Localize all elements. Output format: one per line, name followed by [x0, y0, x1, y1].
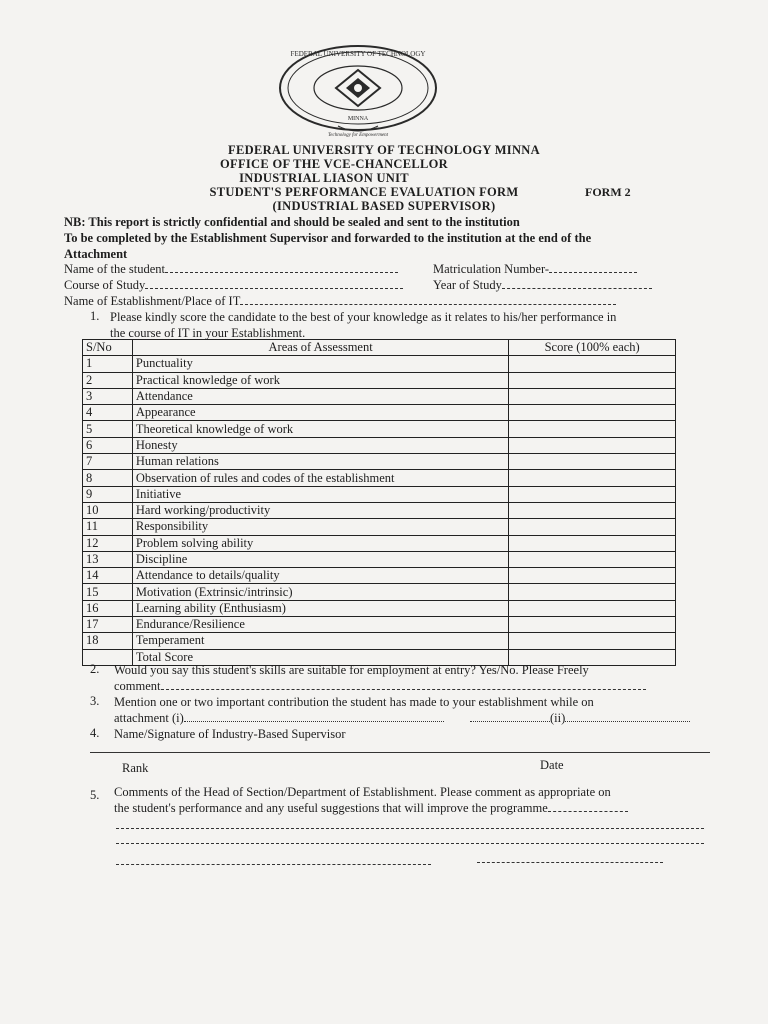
- row-sno: 12: [83, 535, 133, 551]
- q3-contribution-2-field[interactable]: [470, 710, 690, 726]
- seal-motto: Technology for Empowerment: [327, 133, 389, 138]
- table-row: [83, 470, 676, 486]
- seal-city: MINNA: [347, 116, 369, 122]
- table-row: [83, 372, 676, 388]
- unit-name: INDUSTRIAL LIASON UNIT: [239, 171, 409, 185]
- form-number: FORM 2: [585, 185, 631, 199]
- table-row: [83, 568, 676, 584]
- comment-line-2[interactable]: [116, 843, 704, 844]
- table-row: [83, 519, 676, 535]
- score-cell[interactable]: [509, 519, 676, 535]
- row-area: Punctuality: [132, 356, 508, 372]
- row-sno: 5: [83, 421, 133, 437]
- row-area: Appearance: [132, 405, 508, 421]
- row-sno: 7: [83, 454, 133, 470]
- score-cell[interactable]: [509, 551, 676, 567]
- row-sno: 13: [83, 551, 133, 567]
- table-row: [83, 405, 676, 421]
- instruction-note: To be completed by the Establishment Supervisor and forwarded to the institution at the end of the: [64, 231, 592, 245]
- table-header-row: [83, 340, 676, 356]
- sno-header: S/No: [83, 340, 133, 356]
- matric-number-label: Matriculation Number-: [433, 262, 550, 276]
- row-sno: 2: [83, 372, 133, 388]
- row-sno: 11: [83, 519, 133, 535]
- q2-comment-field[interactable]: [114, 678, 646, 694]
- row-sno: 15: [83, 584, 133, 600]
- table-row: [83, 454, 676, 470]
- row-area: Discipline: [132, 551, 508, 567]
- row-sno: 9: [83, 486, 133, 502]
- score-cell[interactable]: [509, 584, 676, 600]
- row-area: Endurance/Resilience: [132, 617, 508, 633]
- row-sno: 3: [83, 388, 133, 404]
- score-cell[interactable]: [509, 502, 676, 518]
- assessment-table: [82, 339, 676, 666]
- score-cell[interactable]: [509, 600, 676, 616]
- score-cell[interactable]: [509, 388, 676, 404]
- row-area: Observation of rules and codes of the establishment: [132, 470, 508, 486]
- form-subtitle: (INDUSTRIAL BASED SUPERVISOR): [272, 199, 496, 213]
- table-row: [83, 356, 676, 372]
- q2-text: Would you say this student's skills are suitable for employment at entry? Yes/No. Please Freely: [114, 663, 589, 677]
- table-row: [83, 437, 676, 453]
- row-area: Theoretical knowledge of work: [132, 421, 508, 437]
- q1-text: Please kindly score the candidate to the best of your knowledge as it relates to his/her performance in: [110, 310, 617, 324]
- row-sno: 8: [83, 470, 133, 486]
- comment-line-3b[interactable]: [477, 862, 663, 863]
- table-row: [83, 551, 676, 567]
- comment-line-3a[interactable]: [116, 864, 431, 865]
- score-cell[interactable]: [509, 633, 676, 649]
- row-area: Problem solving ability: [132, 535, 508, 551]
- q5-text-cont-label: the student's performance and any useful suggestions that will improve the programme: [114, 801, 548, 815]
- area-header: Areas of Assessment: [132, 340, 508, 356]
- score-cell[interactable]: [509, 421, 676, 437]
- matric-number-field[interactable]: [433, 262, 637, 277]
- row-area: Learning ability (Enthusiasm): [132, 600, 508, 616]
- q5-number: 5.: [90, 788, 100, 802]
- table-row: [83, 502, 676, 518]
- year-of-study-label: Year of Study: [433, 278, 502, 292]
- row-area: Responsibility: [132, 519, 508, 535]
- q2-comment-label: comment: [114, 679, 161, 693]
- row-sno: 4: [83, 405, 133, 421]
- q1-number: 1.: [90, 309, 100, 323]
- q4-number: 4.: [90, 726, 100, 740]
- confidential-note: NB: This report is strictly confidential and should be sealed and sent to the institution: [64, 215, 520, 229]
- score-header: Score (100% each): [509, 340, 676, 356]
- score-cell[interactable]: [509, 535, 676, 551]
- university-seal-logo: [268, 40, 448, 140]
- row-sno: 6: [83, 437, 133, 453]
- row-area: Initiative: [132, 486, 508, 502]
- table-row: [83, 535, 676, 551]
- score-cell[interactable]: [509, 405, 676, 421]
- q3-contribution-2-label: (ii): [550, 711, 566, 725]
- q4-text: Name/Signature of Industry-Based Supervisor: [114, 727, 346, 741]
- row-area: Attendance to details/quality: [132, 568, 508, 584]
- total-score-label: Total Score: [132, 649, 508, 665]
- row-sno: 18: [83, 633, 133, 649]
- q3-text: Mention one or two important contribution the student has made to your establishment while on: [114, 695, 594, 709]
- rank-label: Rank: [122, 761, 149, 775]
- row-area: Practical knowledge of work: [132, 372, 508, 388]
- row-sno: 1: [83, 356, 133, 372]
- score-cell[interactable]: [509, 356, 676, 372]
- student-name-label: Name of the student: [64, 262, 166, 276]
- university-name: FEDERAL UNIVERSITY OF TECHNOLOGY MINNA: [228, 143, 540, 157]
- row-area: Hard working/productivity: [132, 502, 508, 518]
- score-cell[interactable]: [509, 454, 676, 470]
- date-label: Date: [540, 758, 564, 772]
- score-cell[interactable]: [509, 437, 676, 453]
- table-row: [83, 617, 676, 633]
- q5-text-cont[interactable]: [114, 800, 628, 816]
- instruction-note-cont: Attachment: [64, 247, 128, 261]
- score-cell[interactable]: [509, 372, 676, 388]
- row-area: Human relations: [132, 454, 508, 470]
- score-cell[interactable]: [509, 568, 676, 584]
- table-row: [83, 486, 676, 502]
- establishment-label: Name of Establishment/Place of IT: [64, 294, 241, 308]
- table-row: [83, 421, 676, 437]
- row-area: Honesty: [132, 437, 508, 453]
- row-sno: 17: [83, 617, 133, 633]
- course-of-study-field[interactable]: [64, 278, 403, 293]
- q3-contribution-1-label: attachment (i): [114, 711, 184, 725]
- q2-number: 2.: [90, 662, 100, 676]
- office-name: OFFICE OF THE VCE-CHANCELLOR: [220, 157, 448, 171]
- score-cell[interactable]: [509, 470, 676, 486]
- q3-contribution-1-field[interactable]: [114, 710, 444, 726]
- table-row: [83, 600, 676, 616]
- signature-line[interactable]: [90, 752, 710, 753]
- row-area: Temperament: [132, 633, 508, 649]
- course-of-study-label: Course of Study: [64, 278, 146, 292]
- row-area: Motivation (Extrinsic/intrinsic): [132, 584, 508, 600]
- year-of-study-field[interactable]: [433, 278, 652, 293]
- q5-text: Comments of the Head of Section/Department of Establishment. Please comment as appropriate on: [114, 785, 611, 799]
- q3-number: 3.: [90, 694, 100, 708]
- score-cell[interactable]: [509, 617, 676, 633]
- establishment-field[interactable]: [64, 294, 616, 309]
- score-cell[interactable]: [509, 486, 676, 502]
- row-area: Attendance: [132, 388, 508, 404]
- row-sno: 16: [83, 600, 133, 616]
- table-row: [83, 584, 676, 600]
- q1-text-cont: the course of IT in your Establishment.: [110, 326, 306, 340]
- seal-outer-text: FEDERAL UNIVERSITY OF TECHNOLOGY: [290, 50, 426, 58]
- row-sno: 14: [83, 568, 133, 584]
- row-sno: 10: [83, 502, 133, 518]
- table-row: [83, 388, 676, 404]
- form-title: STUDENT'S PERFORMANCE EVALUATION FORM: [209, 185, 519, 199]
- student-name-field[interactable]: [64, 262, 398, 277]
- comment-line-1[interactable]: [116, 828, 704, 829]
- table-row: [83, 633, 676, 649]
